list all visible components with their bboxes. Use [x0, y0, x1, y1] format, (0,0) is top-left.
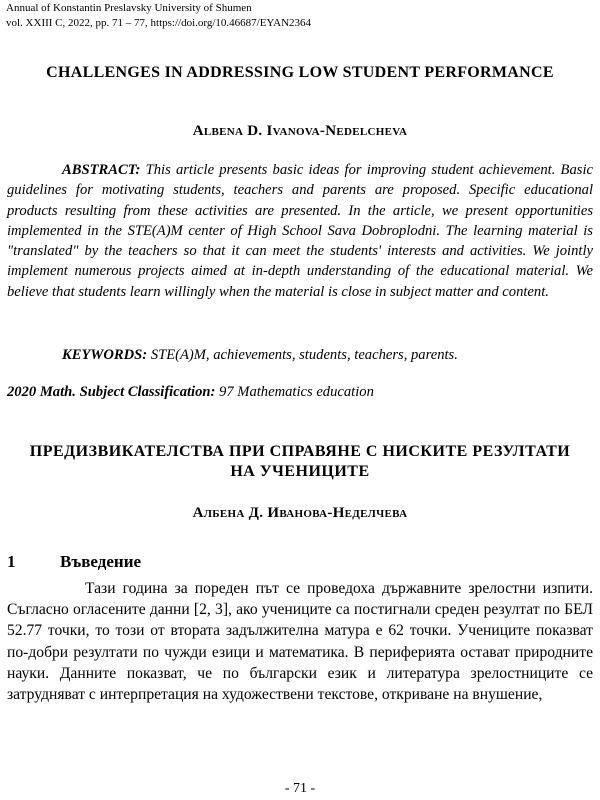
- page-number: - 71 -: [284, 781, 316, 796]
- journal-name: Annual of Konstantin Preslavsky University of Shumen: [6, 2, 252, 14]
- abstract-text: This article presents basic ideas for improving student achievement. Basic guidelines for motivating students, teachers and parents are proposed. Specific educational products resulting from these activities are presented. In the article, we present opportunities implemented in the STE(A)M center of High School Sava Dobroplodni. The learning material is "translated" by the teachers so that it can meet the students' interests and activities. We jointly implement numerous projects aimed at in-depth understanding of the educational material. We believe that students learn willingly when the material is close in subject matter and content.: [7, 162, 593, 300]
- msc-classification: [7, 382, 593, 402]
- bulgarian-author: Албена Д. Иванова-Неделчева: [192, 505, 408, 521]
- bulgarian-title: ПРЕДИЗВИКАТЕЛСТВА ПРИ СПРАВЯНЕ С НИСКИТЕ РЕЗУЛТАТИ НА УЧЕНИЦИТЕ: [29, 443, 571, 480]
- journal-volume-doi: vol. XXIII C, 2022, pp. 71 – 77, https://doi.org/10.46687/EYAN2364: [6, 17, 312, 29]
- msc-label: 2020 Math. Subject Classification:: [7, 384, 216, 400]
- msc-text: 97 Mathematics education: [219, 384, 374, 400]
- section-number: 1: [7, 552, 16, 571]
- english-title: CHALLENGES IN ADDRESSING LOW STUDENT PERFORMANCE: [46, 64, 554, 81]
- journal-header: [6, 1, 311, 31]
- section-title: Въведение: [60, 552, 142, 571]
- keywords-label: KEYWORDS:: [62, 347, 148, 363]
- abstract-label: ABSTRACT:: [62, 162, 141, 178]
- abstract: [7, 160, 593, 302]
- english-author: Albena D. Ivanova-Nedelcheva: [192, 123, 408, 139]
- keywords: [7, 345, 593, 365]
- introduction-paragraph: Тази година за пореден път се проведоха държавните зрелостни изпити. Съгласно огласените данни [2, 3], ако учениците са постигнали среден резултат по БЕЛ 52.77 точки, то този от втората задължителна матура е 62 точки. Учениците показват по-добри резултати по чужди езици и математика. В периферията остават природните науки. Данните показват, че по български език и литература зрелостниците се затрудняват с интерпретация на художествени текстове, откриване на внушение,: [7, 580, 593, 704]
- keywords-text: STE(A)M, achievements, students, teachers, parents.: [150, 347, 458, 363]
